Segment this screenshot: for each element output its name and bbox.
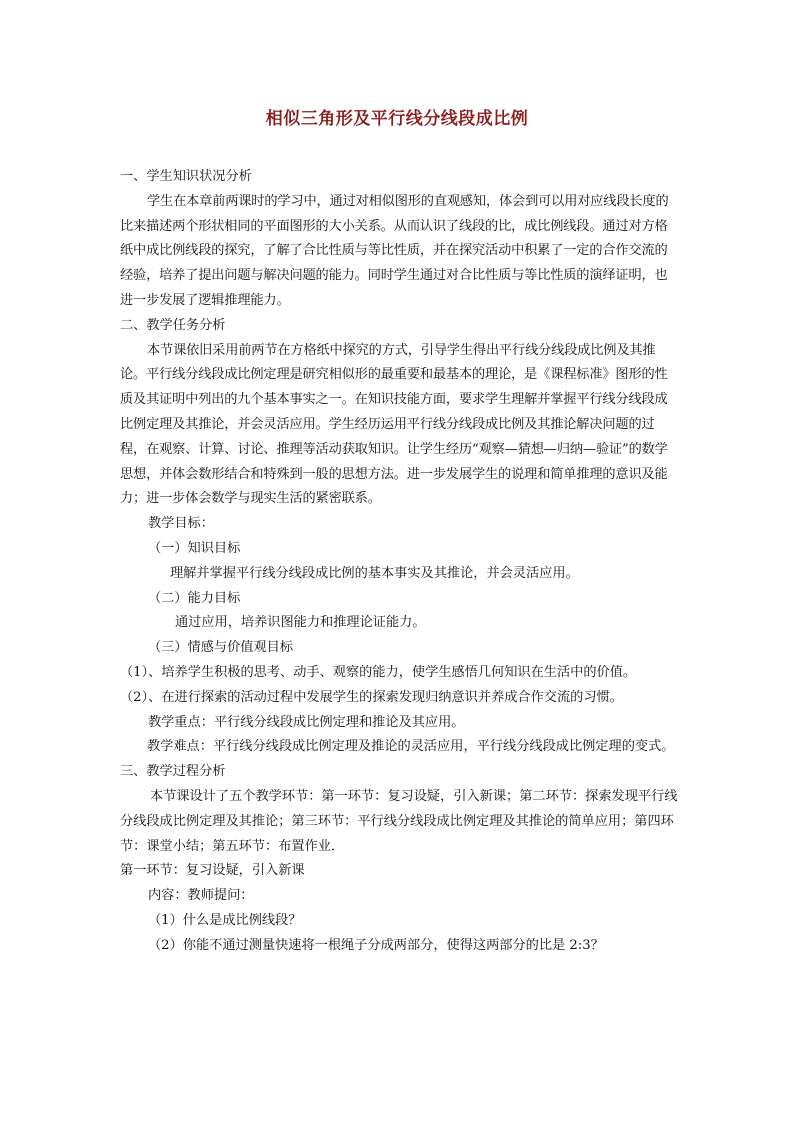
paragraph-process: 本节课设计了五个教学环节：第一环节：复习设疑，引入新课；第二环节：探索发现平行线分线段成比例定理及其推论；第三环节：平行线分线段成比例定理及其推论的简单应用；第四环节：课堂小结；第五环节：布置作业． (120, 788, 678, 854)
paragraph-task-analysis: 本节课依旧采用前两节在方格纸中探究的方式，引导学生得出平行线分线段成比例及其推论。平行线分线段成比例定理是研究相似形的最重要和最基本的理论，是《课程标准》图形的性质及其证明中列出的九个基本事实之一。在知识技能方面，要求学生理解并掌握平行线分线段成比例定理及其推论，并会灵活应用。学生经历运用平行线分线段成比例及其推论解决问题的过程，在观察、计算、讨论、推理等活动获取知识。让学生经历“观察—猜想—归纳—验证”的数学思想，并体会数形结合和特殊到一般的思想方法。进一步发展学生的说理和简单推理的意识及能力；进一步体会数学与现实生活的紧密联系。 (120, 342, 668, 507)
goal-heading-knowledge: （一）知识目标 (148, 540, 241, 556)
section-heading-3: 三、教学过程分析 (120, 764, 226, 780)
section-heading-2: 二、教学任务分析 (120, 317, 226, 333)
goal-item-1: （1）、培养学生积极的思考、动手、观察的能力，使学生感悟几何知识在生活中的价值。 (120, 664, 637, 680)
goal-heading-emotion: （三）情感与价值观目标 (148, 640, 294, 656)
key-point: 教学重点：平行线分线段成比例定理和推论及其应用。 (148, 714, 465, 730)
difficulty: 教学难点：平行线分线段成比例定理及推论的灵活应用，平行线分线段成比例定理的变式。 (147, 739, 675, 755)
paragraph-student-analysis: 学生在本章前两课时的学习中，通过对相似图形的直观感知，体会到可以用对应线段长度的比来描述两个形状相同的平面图形的大小关系。从而认识了线段的比，成比例线段。通过对方格纸中成比例线段的探究，了解了合比性质与等比性质，并在探究活动中积累了一定的合作交流的经验，培养了提出问题与解决问题的能力。同时学生通过对合比性质与等比性质的演绎证明，也进一步发展了逻辑推理能力。 (120, 193, 669, 308)
content-label: 内容：教师提问： (148, 888, 254, 904)
document-title: 相似三角形及平行线分线段成比例 (265, 109, 529, 129)
section-heading-1: 一、学生知识状况分析 (120, 169, 252, 184)
goal-heading-ability: （二）能力目标 (148, 590, 241, 606)
question-2: （2）你能不通过测量快速将一根绳子分成两部分，使得这两部分的比是 2:3？ (148, 937, 604, 953)
goal-text-knowledge: 理解并掌握平行线分线段成比例的基本事实及其推论，并会灵活应用。 (170, 565, 579, 581)
goal-item-2: （2）、在进行探索的活动过程中发展学生的探索发现归纳意识并养成合作交流的习惯。 (120, 689, 623, 705)
question-1: （1）什么是成比例线段？ (148, 912, 302, 928)
step1-heading: 第一环节：复习设疑，引入新课 (120, 863, 305, 879)
goals-label: 教学目标： (148, 516, 214, 532)
goal-text-ability: 通过应用，培养识图能力和推理论证能力。 (175, 615, 426, 631)
document-body (120, 165, 680, 959)
